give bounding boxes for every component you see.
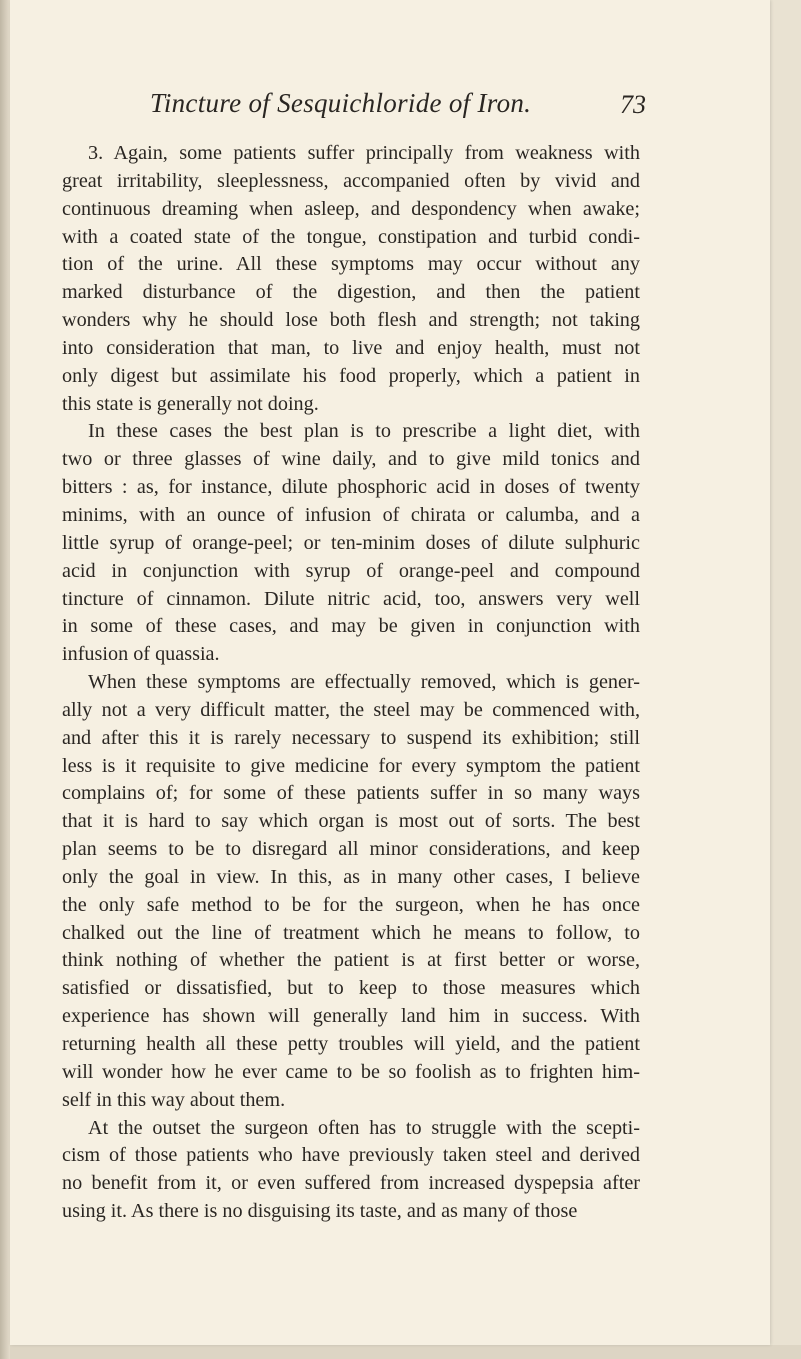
- text-line: chalked out the line of treatment which he means to follow, to: [62, 921, 640, 944]
- text-line: infusion of quassia.: [62, 643, 220, 666]
- text-line: with a coated state of the tongue, constipation and turbid condi-: [62, 225, 640, 248]
- text-line: self in this way about them.: [62, 1088, 286, 1111]
- text-line: wonders why he should lose both flesh and strength; not taking: [62, 309, 640, 332]
- page-number: 73: [620, 90, 646, 119]
- text-line: and after this it is rarely necessary to suspend its exhibition; still: [62, 726, 640, 749]
- paragraph: [62, 1115, 640, 1226]
- text-line: continuous dreaming when asleep, and despondency when awake;: [62, 197, 640, 220]
- text-line: plan seems to be to disregard all minor considerations, and keep: [62, 838, 640, 861]
- text-line: experience has shown will generally land him in success. With: [62, 1005, 640, 1028]
- text-line: minims, with an ounce of infusion of chirata or calumba, and a: [62, 503, 640, 526]
- body-text: [62, 140, 640, 1226]
- text-line: acid in conjunction with syrup of orange-peel and compound: [62, 559, 640, 582]
- text-line: in some of these cases, and may be given in conjunction with: [62, 615, 640, 638]
- text-line: 3. Again, some patients suffer principally from weakness with: [88, 142, 640, 164]
- text-line: When these symptoms are effectually removed, which is gener-: [88, 671, 640, 694]
- text-line: returning health all these petty troubles will yield, and the patient: [62, 1033, 640, 1055]
- text-line: will wonder how he ever came to be so foolish as to frighten him-: [62, 1060, 640, 1083]
- text-line: only the goal in view. In this, as in many other cases, I believe: [62, 865, 640, 888]
- text-line: tion of the urine. All these symptoms may occur without any: [62, 253, 640, 276]
- text-line: the only safe method to be for the surgeon, when he has once: [62, 893, 640, 916]
- paragraph: [62, 140, 640, 418]
- binding-gutter: [0, 0, 10, 1359]
- page-right-edge: [770, 0, 801, 1359]
- text-line: In these cases the best plan is to prescribe a light diet, with: [88, 420, 640, 443]
- running-title: Tincture of Sesquichloride of Iron.: [150, 88, 532, 118]
- text-line: bitters : as, for instance, dilute phosphoric acid in doses of twenty: [62, 476, 640, 499]
- text-line: tincture of cinnamon. Dilute nitric acid, too, answers very well: [62, 587, 640, 610]
- page-header: [150, 88, 646, 128]
- text-line: little syrup of orange-peel; or ten-minim doses of dilute sulphuric: [62, 531, 640, 554]
- page-bottom-edge: [10, 1345, 801, 1359]
- text-line: great irritability, sleeplessness, accompanied often by vivid and: [62, 169, 640, 192]
- text-line: that it is hard to say which organ is most out of sorts. The best: [62, 810, 640, 833]
- text-line: less is it requisite to give medicine for every symptom the patient: [62, 754, 640, 777]
- text-line: cism of those patients who have previously taken steel and derived: [62, 1144, 640, 1167]
- text-line: this state is generally not doing.: [62, 392, 319, 415]
- text-line: using it. As there is no disguising its taste, and as many of those: [62, 1200, 578, 1223]
- paragraph: [62, 418, 640, 669]
- text-line: satisfied or dissatisfied, but to keep to those measures which: [62, 977, 640, 1000]
- text-line: ally not a very difficult matter, the steel may be commenced with,: [62, 698, 640, 721]
- text-line: into consideration that man, to live and enjoy health, must not: [62, 336, 640, 359]
- text-line: At the outset the surgeon often has to struggle with the scepti-: [88, 1116, 640, 1139]
- text-line: only digest but assimilate his food properly, which a patient in: [62, 364, 640, 387]
- paragraph: [62, 669, 640, 1115]
- text-line: think nothing of whether the patient is at first better or worse,: [62, 949, 640, 972]
- text-line: two or three glasses of wine daily, and to give mild tonics and: [62, 448, 640, 471]
- text-line: no benefit from it, or even suffered from increased dyspepsia after: [62, 1172, 640, 1195]
- text-line: complains of; for some of these patients suffer in so many ways: [62, 782, 640, 805]
- text-line: marked disturbance of the digestion, and then the patient: [62, 281, 640, 304]
